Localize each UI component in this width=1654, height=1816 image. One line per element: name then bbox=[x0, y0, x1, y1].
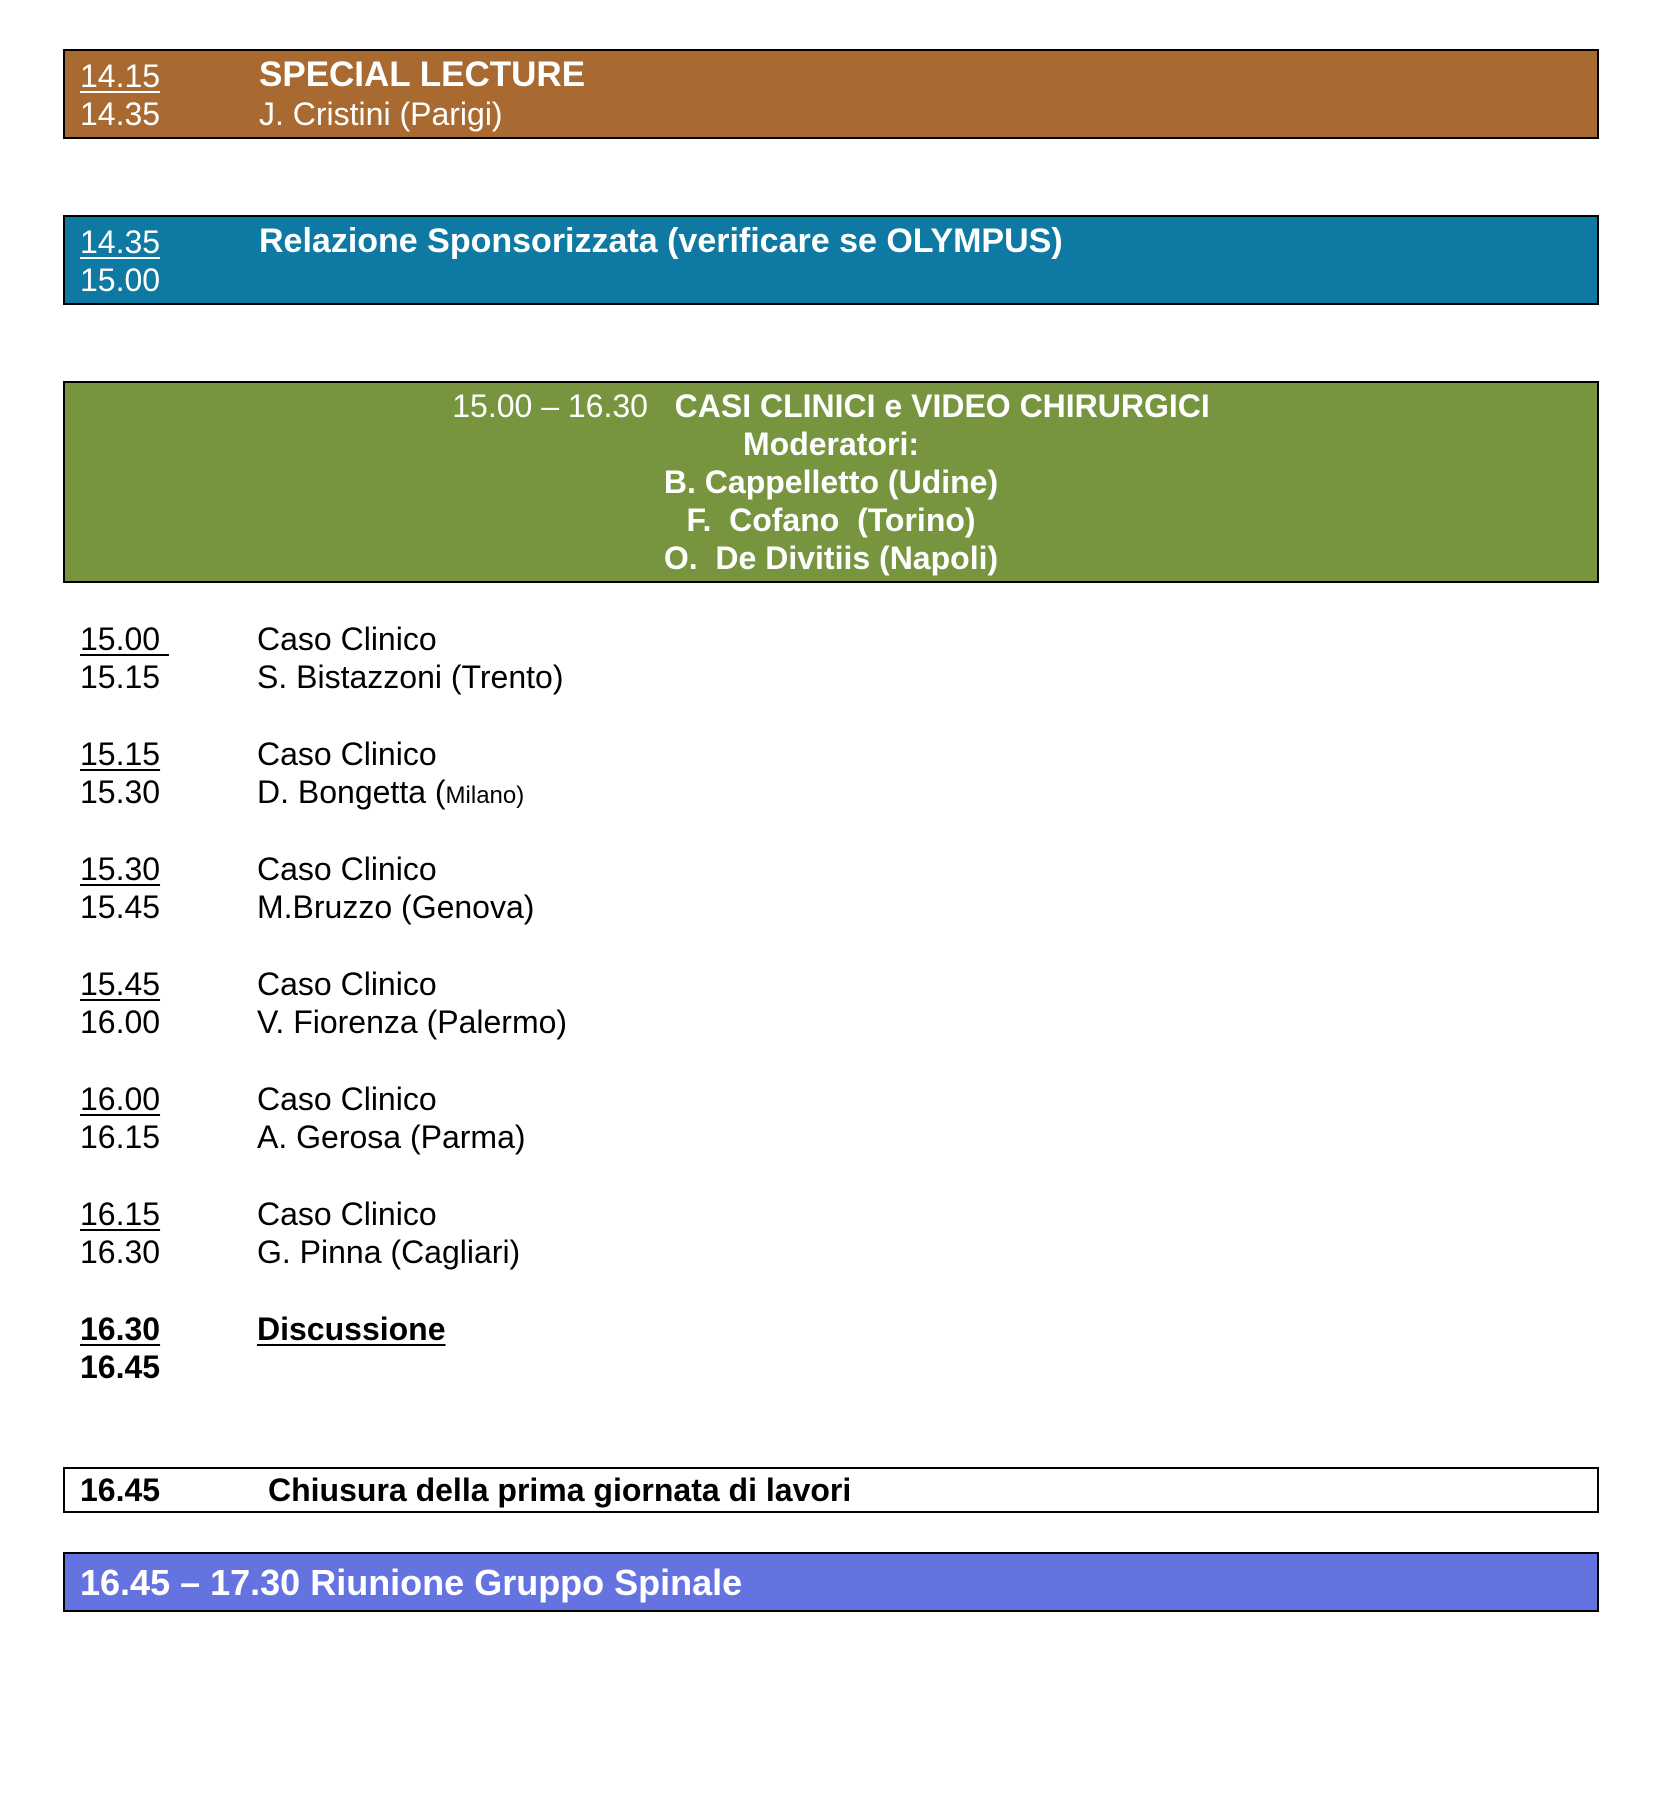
case-title: Caso Clinico bbox=[257, 621, 437, 657]
case-speaker: A. Gerosa (Parma) bbox=[257, 1119, 526, 1155]
case-speaker-city: Milano) bbox=[445, 782, 525, 809]
special-lecture-title: SPECIAL LECTURE bbox=[259, 55, 586, 94]
case-start-time: 15.00 bbox=[80, 621, 169, 657]
case-start-time: 15.15 bbox=[80, 736, 161, 772]
meeting-title: 16.45 – 17.30 Riunione Gruppo Spinale bbox=[80, 1562, 743, 1603]
case-speaker-name: D. Bongetta ( bbox=[257, 774, 446, 810]
moderator-1: B. Cappelletto (Udine) bbox=[663, 464, 999, 500]
case-title: Caso Clinico bbox=[257, 1196, 437, 1232]
spinal-group-meeting-block bbox=[63, 1552, 1599, 1612]
case-end-time: 16.30 bbox=[80, 1234, 161, 1270]
case-start-time: 15.45 bbox=[80, 966, 161, 1002]
case-start-time: 16.15 bbox=[80, 1196, 161, 1232]
closing-time: 16.45 bbox=[80, 1472, 161, 1508]
case-speaker: V. Fiorenza (Palermo) bbox=[257, 1004, 568, 1040]
special-lecture-block bbox=[63, 49, 1599, 139]
case-end-time: 16.00 bbox=[80, 1004, 161, 1040]
closing-title: Chiusura della prima giornata di lavori bbox=[268, 1472, 852, 1508]
case-end-time: 15.45 bbox=[80, 889, 161, 925]
sponsored-start-time: 14.35 bbox=[80, 224, 161, 260]
special-lecture-speaker: J. Cristini (Parigi) bbox=[259, 96, 503, 132]
special-lecture-start-time: 14.15 bbox=[80, 58, 161, 94]
case-speaker: M.Bruzzo (Genova) bbox=[257, 889, 535, 925]
case-speaker: G. Pinna (Cagliari) bbox=[257, 1234, 521, 1270]
closing-block bbox=[63, 1467, 1599, 1513]
case-start-time: 16.00 bbox=[80, 1081, 161, 1117]
case-start-time: 15.30 bbox=[80, 851, 161, 887]
moderator-3: O. De Divitiis (Napoli) bbox=[663, 540, 999, 576]
sponsored-talk-block bbox=[63, 215, 1599, 305]
case-end-time: 15.30 bbox=[80, 774, 161, 810]
sponsored-title: Relazione Sponsorizzata (verificare se OLYMPUS) bbox=[259, 222, 1063, 260]
case-title: Caso Clinico bbox=[257, 851, 437, 887]
case-title: Caso Clinico bbox=[257, 1081, 437, 1117]
case-title: Caso Clinico bbox=[257, 966, 437, 1002]
moderator-2: F. Cofano (Torino) bbox=[686, 502, 976, 538]
sponsored-end-time: 15.00 bbox=[80, 262, 161, 298]
discussion-title: Discussione bbox=[257, 1311, 446, 1347]
discussion-start-time: 16.30 bbox=[80, 1311, 161, 1347]
case-end-time: 16.15 bbox=[80, 1119, 161, 1155]
case-title: Caso Clinico bbox=[257, 736, 437, 772]
session-title: CASI CLINICI e VIDEO CHIRURGICI bbox=[674, 388, 1210, 424]
discussion-end-time: 16.45 bbox=[80, 1349, 161, 1385]
case-speaker bbox=[257, 773, 524, 815]
case-end-time: 15.15 bbox=[80, 659, 161, 695]
session-title-line bbox=[65, 387, 1597, 425]
clinical-session-header bbox=[63, 381, 1599, 583]
case-speaker: S. Bistazzoni (Trento) bbox=[257, 659, 564, 695]
session-time-range: 15.00 – 16.30 bbox=[452, 388, 648, 424]
special-lecture-end-time: 14.35 bbox=[80, 96, 161, 132]
moderators-label: Moderatori: bbox=[743, 426, 919, 462]
